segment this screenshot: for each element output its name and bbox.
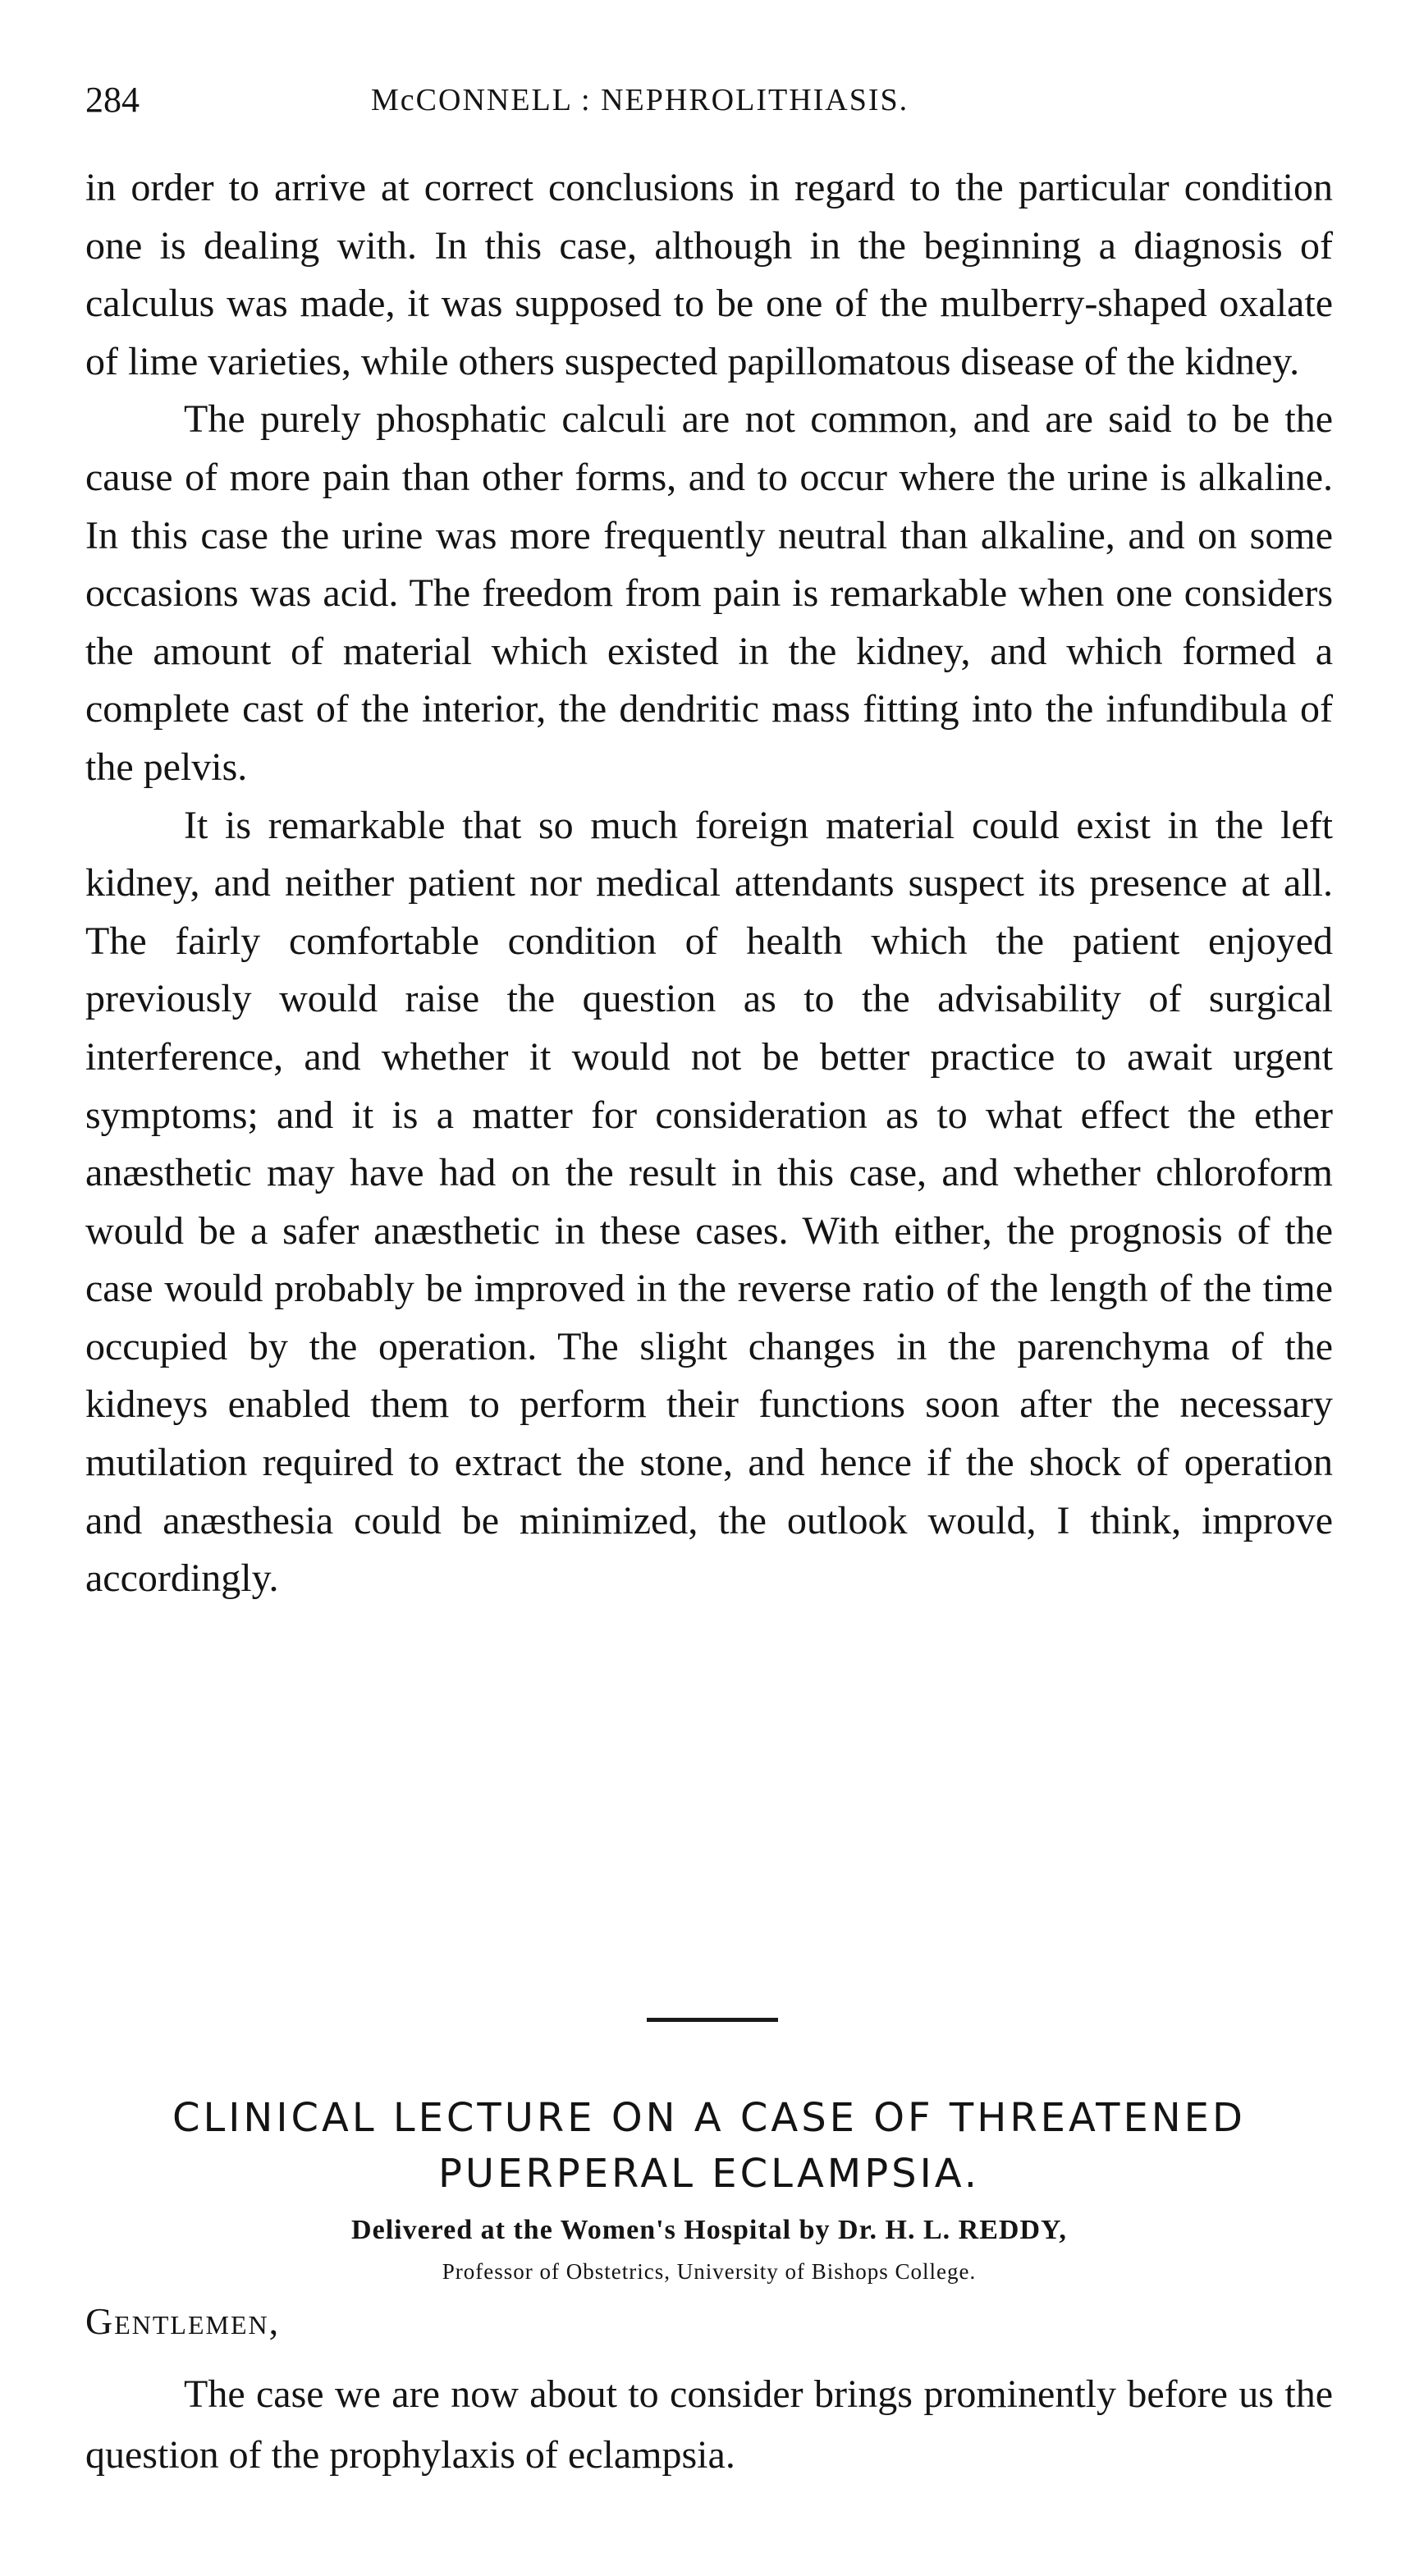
salutation: Gentlemen, <box>85 2300 281 2342</box>
author-affiliation: Professor of Obstetrics, University of Bishops College. <box>442 2259 977 2284</box>
lecture-opening-paragraph: The case we are now about to consider brings prominently before us the question of the prophylaxis of eclampsia. <box>85 2372 1333 2477</box>
page-number: 284 <box>85 80 140 120</box>
section-divider <box>647 2018 778 2022</box>
running-title: McCONNELL : NEPHROLITHIASIS. <box>371 83 909 117</box>
paragraph-phosphatic-calculi: The purely phosphatic calculi are not common, and are said to be the cause of more pain than other forms, and to occur where the urine is alkaline. In this case the urine was more frequently neutral than alkaline, and on some occasions was acid. The freedom from pain is remarkable when one considers the amount of material which existed in the kidney, and which formed a complete cast of the interior, the dendritic mass fitting into the infundibula of the pelvis. <box>85 397 1333 789</box>
running-header <box>85 76 1333 125</box>
lecture-byline: Delivered at the Women's Hospital by Dr. H. L. REDDY, <box>351 2215 1067 2245</box>
paragraph-continuation: in order to arrive at correct conclusions in regard to the particular condition one is dealing with. In this case, although in the beginning a diagnosis of calculus was made, it was supposed to be one of the mulberry-shaped oxalate of lime varieties, while others suspected papillomatous disease of the kidney. <box>85 166 1333 383</box>
article-body <box>85 159 1333 1608</box>
paragraph-left-kidney: It is remarkable that so much foreign material could exist in the left kidney, and neither patient nor medical attendants suspect its presence at all. The fairly comfortable condition of health which the patient enjoyed previously would raise the question as to the advisability of surgical interference, and whether it would not be better practice to await urgent symptoms; and it is a matter for consideration as to what effect the ether anæsthetic may have had on the result in this case, and whether chloroform would be a safer anæsthetic in these cases. With either, the prognosis of the case would probably be improved in the reverse ratio of the length of the time occupied by the operation. The slight changes in the parenchyma of the kidneys enabled them to perform their functions soon after the necessary mutilation required to extract the stone, and hence if the shock of operation and anæsthesia could be minimized, the outlook would, I think, improve accordingly. <box>85 803 1333 1601</box>
lecture-title: CLINICAL LECTURE ON A CASE OF THREATENED PUERPERAL ECLAMPSIA. <box>172 2095 1246 2197</box>
